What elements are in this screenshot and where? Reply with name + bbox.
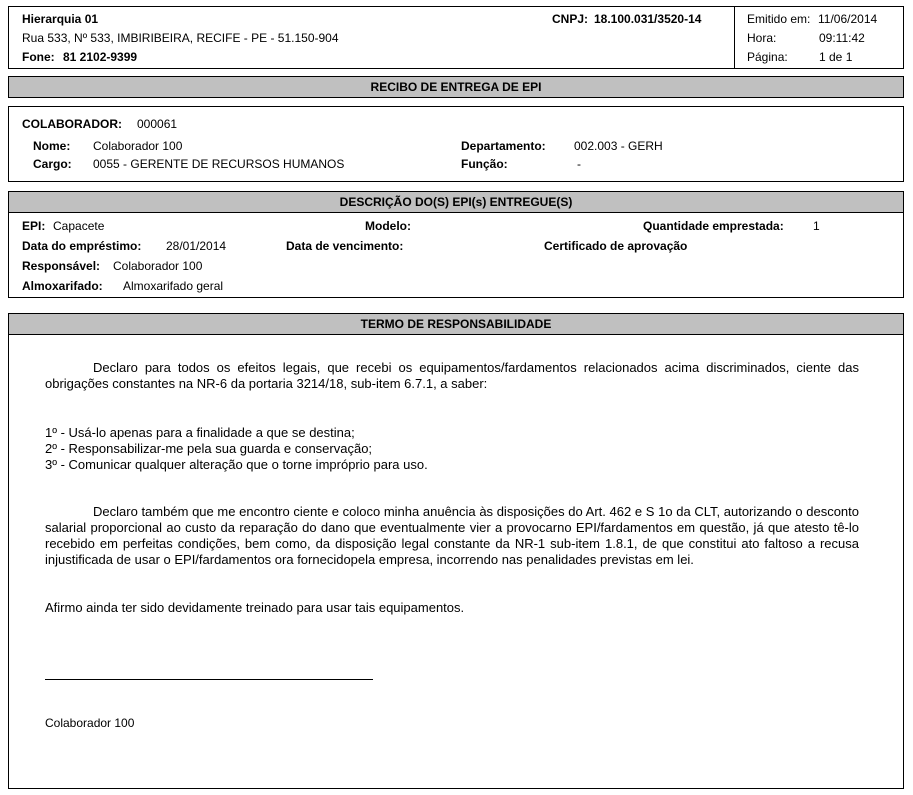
name-label: Nome:: [33, 139, 71, 153]
signature-name: Colaborador 100: [45, 716, 135, 730]
terms-item-2: 2º - Responsabilizar-me pela sua guarda e conservação;: [45, 441, 373, 456]
department-value: 002.003 - GERH: [574, 139, 663, 153]
emitted-value: 11/06/2014: [818, 12, 878, 26]
time-value: 09:11:42: [819, 31, 865, 45]
page-value: 1 de 1: [819, 50, 853, 64]
phone-value: 81 2102-9399: [63, 50, 138, 64]
department-label: Departamento:: [461, 139, 546, 153]
responsible-label: Responsável:: [22, 259, 101, 273]
terms-item-1: 1º - Usá-lo apenas para a finalidade a que se destina;: [45, 425, 355, 440]
quantity-value: 1: [813, 219, 820, 233]
time-label: Hora:: [747, 31, 777, 45]
due-date-label: Data de vencimento:: [286, 239, 404, 253]
function-label: Função:: [461, 157, 508, 171]
loan-date-value: 28/01/2014: [166, 239, 227, 253]
collaborator-code: 000061: [137, 117, 178, 131]
function-value: -: [577, 157, 581, 171]
terms-paragraph-3: Afirmo ainda ter sido devidamente treinado para usar tais equipamentos.: [45, 600, 465, 615]
epi-section-title: DESCRIÇÃO DO(S) EPI(s) ENTREGUE(S): [8, 191, 904, 213]
responsible-value: Colaborador 100: [113, 259, 203, 273]
terms-title: TERMO DE RESPONSABILIDADE: [8, 313, 904, 335]
warehouse-label: Almoxarifado:: [22, 279, 103, 293]
role-label: Cargo:: [33, 157, 72, 171]
loan-date-label: Data do empréstimo:: [22, 239, 142, 253]
warehouse-value: Almoxarifado geral: [123, 279, 224, 293]
company-name: Hierarquia 01: [22, 12, 99, 26]
role-value: 0055 - GERENTE DE RECURSOS HUMANOS: [93, 157, 345, 171]
company-address: Rua 533, Nº 533, IMBIRIBEIRA, RECIFE - PE - 51.150-904: [22, 31, 339, 45]
cnpj-label: CNPJ:: [552, 12, 589, 26]
name-value: Colaborador 100: [93, 139, 183, 153]
emitted-label: Emitido em:: [747, 12, 811, 26]
collaborator-code-label: COLABORADOR:: [22, 117, 122, 131]
certificate-label: Certificado de aprovação: [544, 239, 688, 253]
terms-item-3: 3º - Comunicar qualquer alteração que o torne impróprio para uso.: [45, 457, 428, 472]
signature-line: [45, 679, 373, 680]
document-title: RECIBO DE ENTREGA DE EPI: [8, 76, 904, 98]
quantity-label: Quantidade emprestada:: [643, 219, 784, 233]
phone-label: Fone:: [22, 50, 55, 64]
page-label: Página:: [747, 50, 788, 64]
terms-paragraph-2: Declaro também que me encontro ciente e coloco minha anuência às disposições do Art. 462 e S 1o da CLT, autorizando o desconto salarial proporcional ao custo da reparação do dano que eventualmente vier a provocarno EPI/fardamentos em questão, já que atesto tê-lo recebido em perfeitas condições, bem como, da disposição legal constante da NR-1 sub-item 1.8.1, de que constitui ato faltoso a recusa injustificada de usar o EPI/fardamentos ora fornecidopela empresa, incorrendo nas penalidades previstas em lei.: [45, 504, 859, 567]
model-label: Modelo:: [365, 219, 411, 233]
terms-paragraph-1: Declaro para todos os efeitos legais, que recebi os equipamentos/fardamentos relacionados acima discriminados, ciente das obrigações constantes na NR-6 da portaria 3214/18, sub-item 6.7.1, a saber:: [45, 360, 859, 391]
epi-value: Capacete: [53, 219, 105, 233]
cnpj-value: 18.100.031/3520-14: [594, 12, 702, 26]
epi-label: EPI:: [22, 219, 46, 233]
